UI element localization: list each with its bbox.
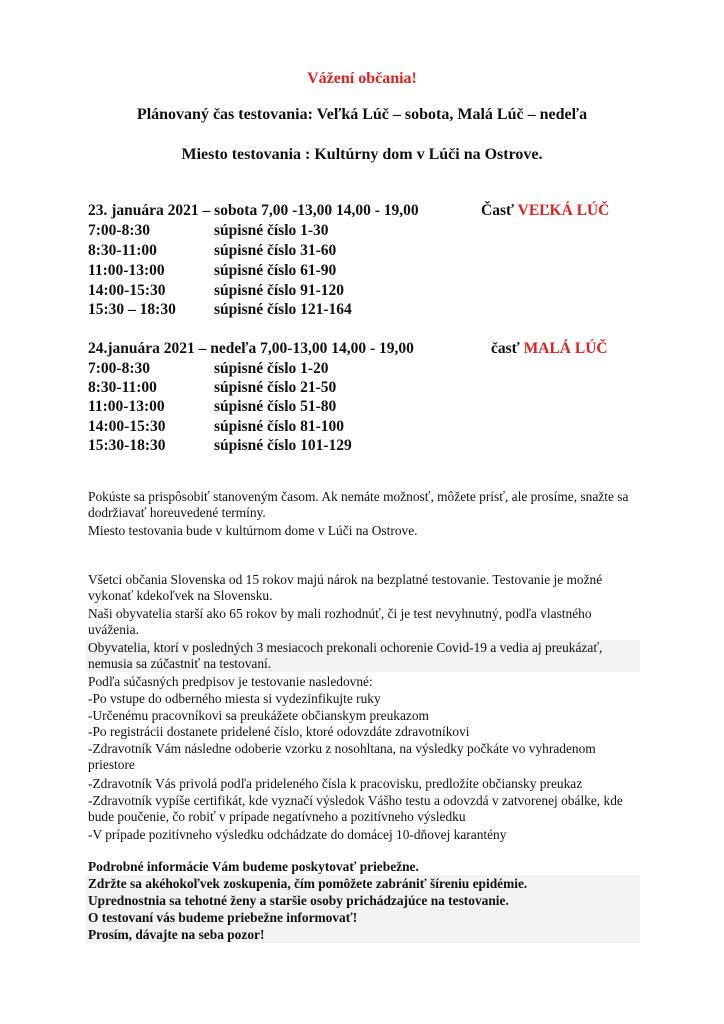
row-numbers: súpisné číslo 101-129 — [214, 437, 352, 454]
row-numbers: súpisné číslo 81-100 — [214, 418, 345, 435]
day-2-part-name: MALÁ LÚČ — [523, 340, 608, 357]
procedure-step: -V prípade pozitívneho výsledku odchádzate do domácej 10-dňovej karantény — [88, 827, 507, 842]
day-2-part — [491, 340, 608, 358]
row-numbers: súpisné číslo 31-60 — [214, 242, 337, 259]
row-numbers: súpisné číslo 51-80 — [214, 398, 337, 415]
procedure-step: -Po registrácii dostanete pridelené číslo, ktoré odovzdáte zdravotníkovi — [88, 724, 470, 739]
row-numbers: súpisné číslo 1-30 — [214, 222, 329, 239]
info-recovered: Obyvatelia, ktorí v posledných 3 mesiacoch prekonali ochorenie Covid-19 a vedia aj preukázať, nemusia sa zúčastniť na testovaní. — [86, 640, 640, 672]
closing-line: Prosím, dávajte na seba pozor! — [88, 927, 265, 942]
row-time: 11:00-13:00 — [88, 262, 165, 279]
day-1-heading: 23. januára 2021 – sobota 7,00 -13,00 14,00 - 19,00 — [88, 202, 419, 219]
procedure-step: -Zdravotník Vám následne odoberie vzorku z nosohltana, na výsledky počkáte vo vyhradenom priestore — [88, 741, 596, 772]
day-1-part-prefix: Časť — [481, 202, 518, 219]
closing-line: Zdržte sa akéhokoľvek zoskupenia, čím pomôžete zabrániť šíreniu epidémie. — [88, 876, 528, 891]
row-numbers: súpisné číslo 121-164 — [214, 301, 352, 318]
closing-line: Podrobné informácie Vám budeme poskytovať priebežne. — [88, 859, 419, 874]
procedure-step: -Určenému pracovníkovi sa preukážete občianskym preukazom — [88, 708, 429, 723]
procedure-step: -Zdravotník Vás privolá podľa prideleného čísla k pracovisku, predložíte občiansky preukaz — [88, 776, 583, 791]
row-time: 11:00-13:00 — [88, 398, 165, 415]
info-eligibility: Všetci občania Slovenska od 15 rokov majú nárok na bezplatné testovanie. Testovanie je možné vykonať kdekoľvek na Slovensku. — [88, 572, 603, 603]
testing-place-heading: Miesto testovania : Kultúrny dom v Lúči na Ostrove. — [181, 146, 543, 163]
closing-line: O testovaní vás budeme priebežne informovať! — [88, 910, 358, 925]
notice-paragraph: Pokúste sa prispôsobiť stanoveným časom. Ak nemáte možnosť, môžete prísť, ale prosíme, snažte sa dodržiavať horeuvedené termíny. — [88, 489, 629, 520]
day-1-part-name: VEĽKÁ LÚČ — [517, 202, 610, 219]
row-time: 7:00-8:30 — [88, 360, 150, 377]
greeting-title: Vážení občania! — [307, 70, 417, 87]
row-time: 14:00-15:30 — [88, 418, 166, 435]
day-1-part — [481, 202, 609, 220]
row-time: 8:30-11:00 — [88, 379, 157, 396]
row-time: 15:30-18:30 — [88, 437, 166, 454]
procedure-step: -Po vstupe do odberného miesta si vydezinfikujte ruky — [88, 691, 381, 706]
row-numbers: súpisné číslo 61-90 — [214, 262, 337, 279]
procedure-step: -Zdravotník vypíše certifikát, kde vyznačí výsledok Vášho testu a odovzdá v zatvorenej obálke, kde bude poučenie, čo robiť v prípade negatívneho a pozitívneho výsledku — [88, 793, 623, 824]
row-time: 15:30 – 18:30 — [88, 301, 176, 318]
closing-line: Uprednostnia sa tehotné ženy a staršie osoby prichádzajúce na testovanie. — [88, 893, 509, 908]
planned-time-heading: Plánovaný čas testovania: Veľká Lúč – sobota, Malá Lúč – nedeľa — [136, 106, 588, 123]
row-time: 14:00-15:30 — [88, 282, 166, 299]
row-numbers: súpisné číslo 91-120 — [214, 282, 345, 299]
row-time: 8:30-11:00 — [88, 242, 157, 259]
notice-place-line: Miesto testovania bude v kultúrnom dome v Lúči na Ostrove. — [88, 523, 418, 538]
row-time: 7:00-8:30 — [88, 222, 150, 239]
row-numbers: súpisné číslo 1-20 — [214, 360, 329, 377]
row-numbers: súpisné číslo 21-50 — [214, 379, 337, 396]
day-2-part-prefix: časť — [491, 340, 524, 357]
info-procedure-intro: Podľa súčasných predpisov je testovanie nasledovné: — [88, 674, 373, 689]
day-2-heading: 24.januára 2021 – nedeľa 7,00-13,00 14,00 - 19,00 — [88, 340, 414, 357]
info-seniors: Naši obyvatelia starší ako 65 rokov by mali rozhodnúť, či je test nevyhnutný, podľa vlastného uváženia. — [88, 606, 592, 637]
